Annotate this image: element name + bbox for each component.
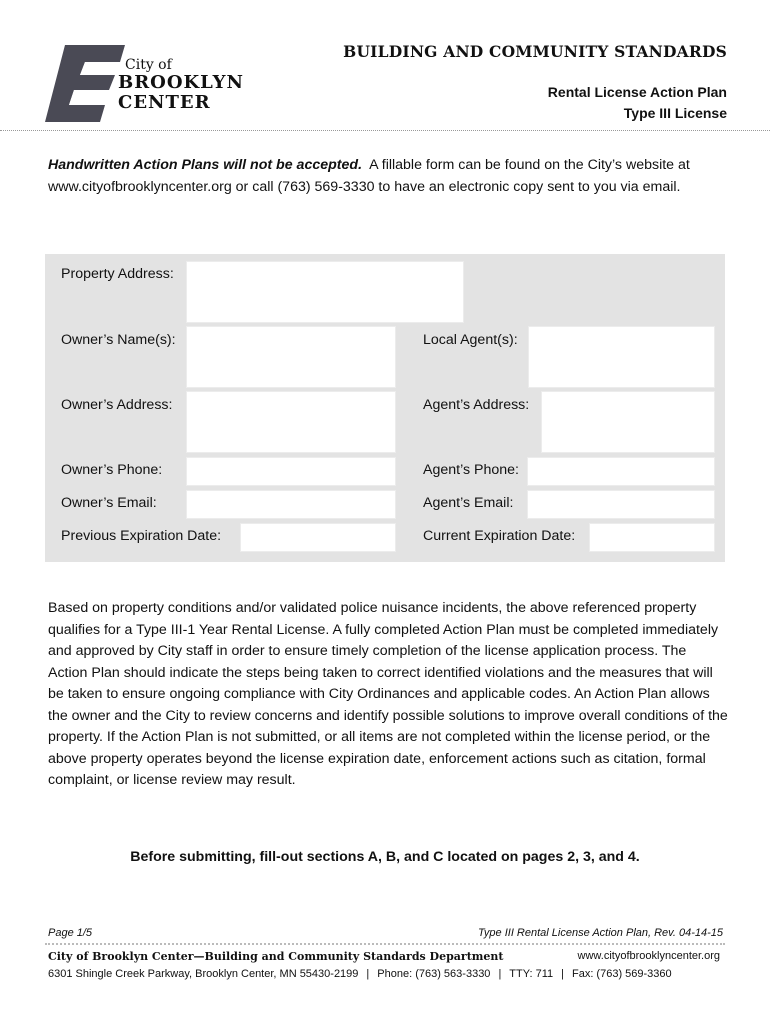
property-address-field[interactable] <box>186 261 464 323</box>
department-title: BUILDING AND COMMUNITY STANDARDS <box>343 42 727 61</box>
body-paragraph: Based on property conditions and/or validated police nuisance incidents, the above referenced property qualifies for a Type III-1 Year Rental License. A fully completed Action Plan must be completed immediately and approved by City staff in order to ensure timely completion of the license application process. The Action Plan should indicate the steps being taken to correct identified violations and the measures that will be taken to ensure ongoing compliance with City Ordinances and applicable codes. An Action Plan allows the owner and the City to review concerns and identify possible solutions to improve overall conditions of the property. If the Action Plan is not submitted, or all items are not completed within the license period, or the above property operates beyond the license expiration date, enforcement actions such as citation, formal complaint, or license review may result. <box>48 600 728 788</box>
agents-email-field[interactable] <box>527 490 715 519</box>
intro-emphasis: Handwritten Action Plans will not be accepted. <box>48 157 363 173</box>
previous-expiration-label: Previous Expiration Date: <box>61 528 222 544</box>
local-agents-field[interactable] <box>528 326 715 388</box>
agents-phone-label: Agent’s Phone: <box>423 462 519 478</box>
owners-names-label: Owner’s Name(s): <box>61 332 176 348</box>
revision-label: Type III Rental License Action Plan, Rev. 04-14-15 <box>478 927 723 939</box>
logo-line-city: City of <box>125 57 172 73</box>
logo-line-center: CENTER <box>118 92 211 113</box>
owners-address-field[interactable] <box>186 391 396 453</box>
footer-address: 6301 Shingle Creek Parkway, Brooklyn Center, MN 55430-2199 <box>48 968 359 980</box>
local-agents-label: Local Agent(s): <box>423 332 518 348</box>
footer-tty: TTY: 711 <box>509 968 554 980</box>
owners-names-field[interactable] <box>186 326 396 388</box>
footer-website[interactable]: www.cityofbrooklyncenter.org <box>577 950 720 962</box>
intro-text: A fillable form can be found on the City’s website at www.cityofbrooklyncenter.org or call (763) 569-3330 to have an electronic copy sent to you via email. <box>48 157 690 195</box>
license-type: Type III License <box>623 105 727 121</box>
footer-divider <box>45 943 725 945</box>
page-number: Page 1/5 <box>48 927 93 939</box>
form-title: Rental License Action Plan <box>547 84 727 100</box>
agents-email-label: Agent’s Email: <box>423 495 514 511</box>
owners-phone-label: Owner’s Phone: <box>61 462 163 478</box>
agents-phone-field[interactable] <box>527 457 715 486</box>
owners-phone-field[interactable] <box>186 457 396 486</box>
header-divider <box>0 130 770 131</box>
submission-note: Before submitting, fill-out sections A, B, and C located on pages 2, 3, and 4. <box>130 849 640 865</box>
owners-address-label: Owner’s Address: <box>61 397 173 413</box>
footer-separator: | <box>366 968 370 980</box>
footer-separator: | <box>498 968 502 980</box>
owners-email-label: Owner’s Email: <box>61 495 157 511</box>
intro-paragraph <box>48 154 728 198</box>
current-expiration-label: Current Expiration Date: <box>423 528 576 544</box>
agents-address-label: Agent’s Address: <box>423 397 530 413</box>
previous-expiration-field[interactable] <box>240 523 396 552</box>
property-address-label: Property Address: <box>61 266 174 282</box>
footer-contact <box>48 968 672 980</box>
logo-line-brooklyn: BROOKLYN <box>118 72 244 93</box>
agents-address-field[interactable] <box>541 391 715 453</box>
footer-phone: Phone: (763) 563-3330 <box>377 968 491 980</box>
footer-department: City of Brooklyn Center—Building and Community Standards Department <box>48 950 504 963</box>
footer-fax: Fax: (763) 569-3360 <box>571 968 672 980</box>
owners-email-field[interactable] <box>186 490 396 519</box>
current-expiration-field[interactable] <box>589 523 715 552</box>
footer-separator: | <box>561 968 564 980</box>
